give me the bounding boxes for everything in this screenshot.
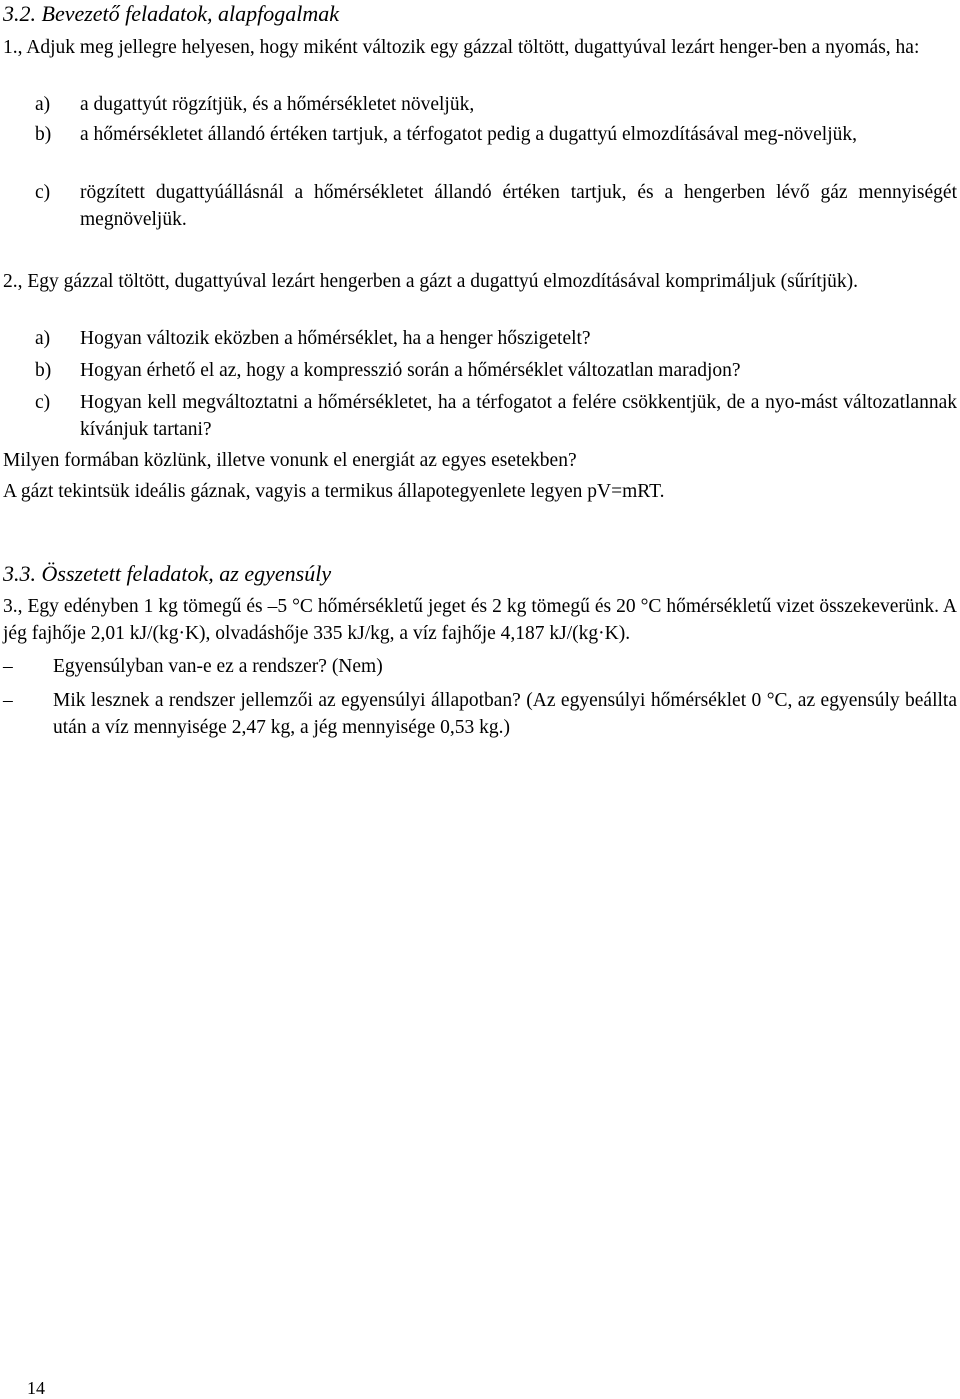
item-text: a dugattyút rögzítjük, és a hőmérsékletet növeljük, xyxy=(80,94,475,115)
item-text: Hogyan változik eközben a hőmérséklet, ha a henger hőszigetelt? xyxy=(80,328,591,349)
item-text: a hőmérsékletet állandó értéken tartjuk, a térfogatot pedig a dugattyú elmozdításával meg-növeljük, xyxy=(80,124,858,145)
problem-3-item-1 xyxy=(3,653,957,680)
item-label: a) xyxy=(35,94,51,115)
problem-1-intro: 1., Adjuk meg jellegre helyesen, hogy miként változik egy gázzal töltött, dugattyúval lezárt henger-ben a nyomás, ha: xyxy=(3,37,920,58)
problem-1-item-b xyxy=(35,121,957,175)
item-text: Hogyan kell megváltoztatni a hőmérsékletet, ha a térfogatot a felére csökkentjük, de a nyo-mást változatlannak kívánjuk tartani? xyxy=(80,392,957,440)
item-text: Egyensúlyban van-e ez a rendszer? (Nem) xyxy=(53,656,383,677)
problem-2-note: A gázt tekintsük ideális gáznak, vagyis a termikus állapotegyenlete legyen pV=mRT. xyxy=(3,481,665,502)
problem-3-item-2 xyxy=(3,687,957,741)
item-text: Mik lesznek a rendszer jellemzői az egyensúlyi állapotban? (Az egyensúlyi hőmérséklet 0 °C, az egyensúly beállta után a víz mennyisége 2,47 kg, a jég mennyisége 0,53 kg.) xyxy=(53,690,957,738)
item-bullet: – xyxy=(3,690,13,711)
item-text: rögzített dugattyúállásnál a hőmérsékletet állandó értéken tartjuk, és a hengerben lévő gáz mennyiségét megnöveljük. xyxy=(80,182,957,230)
problem-2-item-a xyxy=(35,325,957,352)
problem-3-intro: 3., Egy edényben 1 kg tömegű és –5 °C hőmérsékletű jeget és 2 kg tömegű és 20 °C hőmérsékletű vizet összekeverünk. A jég fajhője 2,01 kJ/(kg·K), olvadáshője 335 kJ/kg, a víz fajhője 4,187 kJ/(kg·K). xyxy=(3,596,957,644)
item-text: Hogyan érhető el az, hogy a kompresszió során a hőmérséklet változatlan maradjon? xyxy=(80,360,741,381)
problem-2-item-b xyxy=(35,357,957,384)
page-number: 14 xyxy=(27,1378,45,1398)
problem-2-intro: 2., Egy gázzal töltött, dugattyúval lezárt hengerben a gázt a dugattyú elmozdításával komprimáljuk (sűrítjük). xyxy=(3,271,859,292)
problem-2-question: Milyen formában közlünk, illetve vonunk el energiát az egyes esetekben? xyxy=(3,450,577,471)
item-label: c) xyxy=(35,392,51,413)
problem-1-item-c xyxy=(35,179,957,233)
item-label: c) xyxy=(35,182,51,203)
item-bullet: – xyxy=(3,656,13,677)
problem-1-item-a xyxy=(35,91,957,118)
item-label: b) xyxy=(35,360,52,381)
section-heading-3-3: 3.3. Összetett feladatok, az egyensúly xyxy=(3,561,332,586)
item-label: a) xyxy=(35,328,51,349)
problem-2-item-c xyxy=(35,389,957,443)
item-label: b) xyxy=(35,124,52,145)
section-heading-3-2: 3.2. Bevezető feladatok, alapfogalmak xyxy=(3,1,340,26)
